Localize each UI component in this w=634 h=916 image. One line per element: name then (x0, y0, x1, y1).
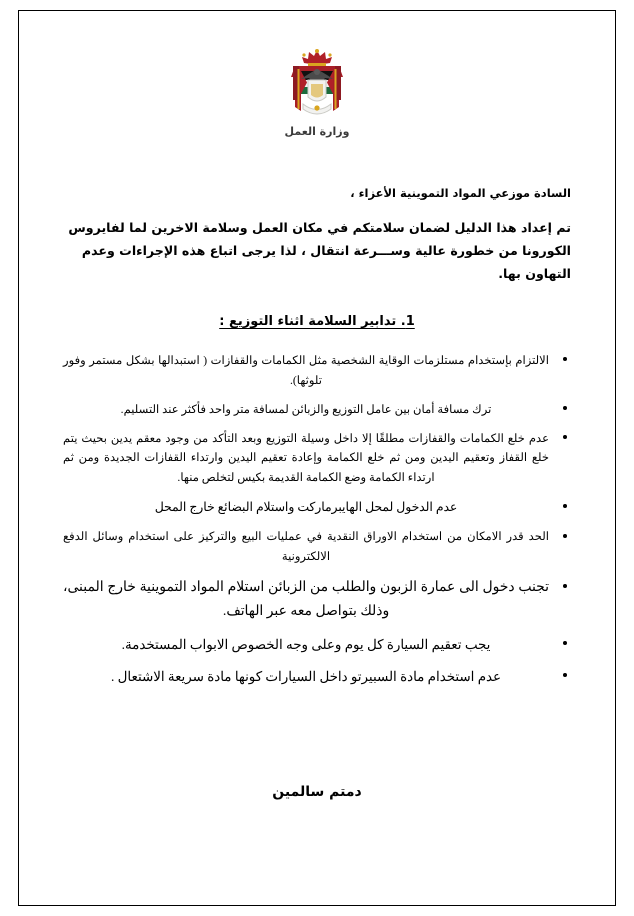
bullet-item-no-spirit-in-vehicle (63, 665, 571, 688)
bullet-dot-icon (563, 406, 567, 410)
bullet-dot-icon (563, 673, 567, 677)
bullet-dot-icon (563, 641, 567, 645)
bullet-text: تجنب دخول الى عمارة الزبون والطلب من الزبائن استلام المواد التموينية خارج المبنى، وذلك بتواصل معه عبر الهاتف. (63, 580, 549, 620)
bullet-dot-icon (563, 504, 567, 508)
bullet-item-safe-distance (63, 400, 571, 420)
salutation: السادة موزعي المواد التموينية الأعزاء ، (350, 186, 571, 200)
intro-line-1: تم إعداد هذا الدليل لضمان سلامتكم في مكان العمل وسلامة الاخرين لما لفايروس (68, 220, 571, 235)
document-content (19, 11, 615, 905)
section-heading-text: 1. تدابير السلامة اثناء التوزيع : (219, 313, 415, 329)
intro-line-3: التهاون بها. (498, 265, 571, 281)
letterhead (63, 11, 571, 138)
intro-paragraph (63, 217, 571, 286)
bullet-dot-icon (563, 435, 567, 439)
intro-line-2: الكورونا من خطورة عالية وســـرعة انتقال ، لذا يرجى اتباع هذه الإجراءات وعدم (81, 242, 571, 258)
bullet-text: ترك مسافة أمان بين عامل التوزيع والزبائن لمسافة متر واحد فأكثر عند التسليم. (120, 402, 492, 416)
safety-measures-list (63, 351, 571, 689)
bullet-dot-icon (563, 534, 567, 538)
bullet-text: الحد قدر الامكان من استخدام الاوراق النقدية في عمليات البيع والتركيز على استخدام وسائل الدفع الالكترونية (63, 530, 549, 564)
ministry-name: وزارة العمل (284, 125, 350, 138)
bullet-text: عدم الدخول لمحل الهايبرماركت واستلام البضائع خارج المحل (154, 500, 458, 515)
bullet-text: الالتزام بإستخدام مستلزمات الوقاية الشخصية مثل الكمامات والقفازات ( استبدالها بشكل مستمر وفور تلوثها). (63, 353, 549, 387)
bullet-dot-icon (563, 584, 567, 588)
bullet-text: عدم خلع الكمامات والقفازات مطلقًا إلا داخل وسيلة التوزيع وبعد التأكد من وجود معقم يدين بحيث يتم خلع القفاز وتعقيم اليدين ومن ثم خلع الكمامة وإعادة تعقيم اليدين وارتداء القفازات الجديدة ومن ثم ارتداء الكمامة وضع الكمامة القديمة بكيس لتخلص منها. (63, 431, 549, 485)
bullet-item-minimize-cash (63, 527, 571, 567)
bullet-item-daily-vehicle-sanitizing (63, 633, 571, 656)
section-heading (63, 314, 571, 329)
jordan-royal-coat-of-arms-icon (281, 47, 353, 121)
bullet-dot-icon (563, 357, 567, 361)
bullet-text: يجب تعقيم السيارة كل يوم وعلى وجه الخصوص الابواب المستخدمة. (121, 637, 491, 653)
bullet-item-no-entry-hypermarket (63, 497, 571, 518)
bullet-text: عدم استخدام مادة السبيرتو داخل السيارات كونها مادة سريعة الاشتعال . (110, 669, 501, 685)
closing-line: دمتم سالمين (272, 784, 362, 801)
bullet-item-avoid-entering-buildings (63, 576, 571, 624)
bullet-item-ppe-usage (63, 351, 571, 391)
bullet-item-no-removal-of-mask-gloves (63, 429, 571, 489)
